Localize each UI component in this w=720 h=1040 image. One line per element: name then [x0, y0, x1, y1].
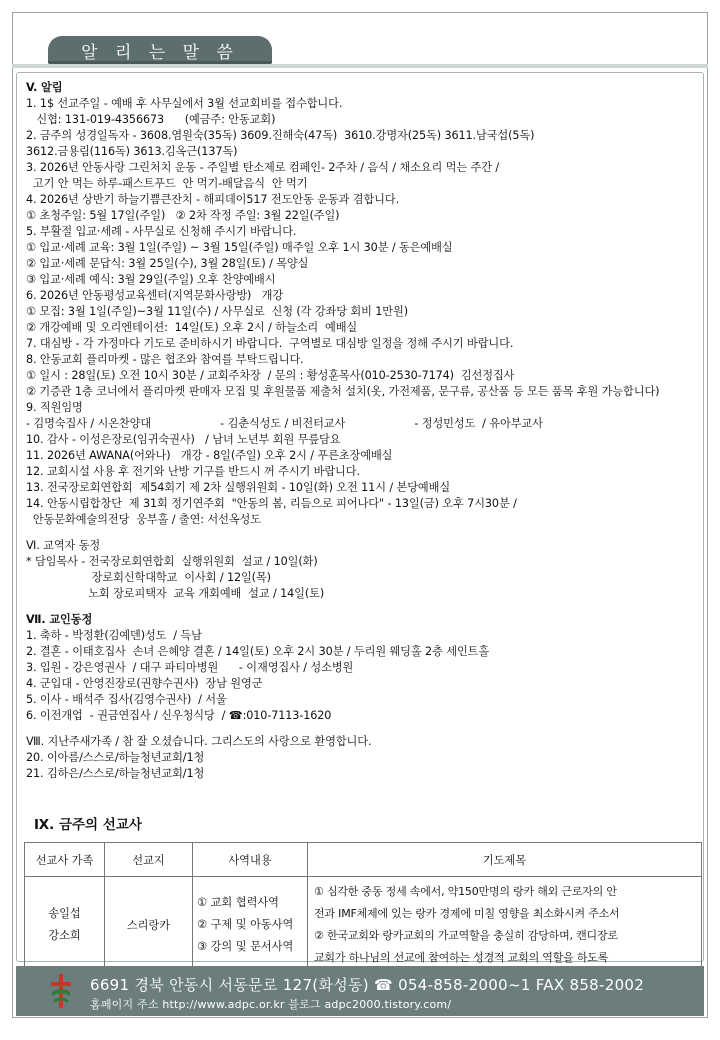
mission-field-cell: 스리랑카	[105, 877, 193, 974]
announcement-line: 장로회신학대학교 이사회 / 12일(목)	[26, 571, 271, 584]
missionary-family-cell	[25, 877, 105, 974]
announcement-line: 3. 2026년 안동사랑 그린처치 운동 - 주일별 탄소제로 컴페인- 2주차 / 음식 / 채소요리 먹는 주간 /	[26, 161, 500, 174]
announcement-line: 7. 대심방 - 각 가정마다 기도로 준비하시기 바랍니다. 구역별로 대심방 일정을 정해 주시기 바랍니다.	[26, 337, 514, 350]
announcement-line: ② 기증관 1층 코너에서 플리마켓 판매자 모집 및 후원물품 제출처 설치(옷, 가전제품, 문구류, 공산품 등 모든 품목 후원 가능합니다)	[26, 385, 660, 398]
church-cross-logo-icon	[50, 974, 72, 1008]
announcement-line: 4. 군입대 - 안영진장로(권향수권사) 장남 원영군	[26, 677, 263, 690]
announcement-line: 고기 안 먹는 하루-패스트푸드 안 먹기-배달음식 안 먹기	[26, 177, 308, 190]
missionary-table	[24, 842, 702, 974]
announcement-line: 8. 안동교회 플리마켓 - 많은 협조와 참여를 부탁드립니다.	[26, 353, 304, 366]
announcement-line: ② 개강예배 및 오리엔테이션: 14일(토) 오후 2시 / 하늘소리 예배실	[26, 321, 358, 334]
spacer	[26, 724, 702, 734]
announcement-line: - 김명숙집사 / 시온찬양대 - 김춘식성도 / 비전터교사 - 정성민성도 / 유아부교사	[26, 417, 543, 430]
spacer	[26, 602, 702, 612]
prayer-line: ② 한국교회와 랑카교회의 가교역할을 충실히 감당하며, 캔디장로	[314, 929, 618, 942]
church-address: 6691 경북 안동시 서동문로 127(화성동) ☎ 054-858-2000~1 FAX 858-2002	[90, 976, 645, 994]
announcement-line: ② 입교·세례 문답식: 3월 25일(수), 3월 28일(토) / 목양실	[26, 257, 309, 270]
announcement-line: 9. 직원임명	[26, 401, 83, 414]
announcement-line: 2. 결혼 - 이태호집사 손녀 은혜양 결혼 / 14일(토) 오후 2시 30분 / 두리원 웨딩홀 2층 세인트홀	[26, 645, 490, 658]
title-rule	[12, 64, 708, 68]
announcement-line: 1. 1$ 선교주일 - 예배 후 사무실에서 3월 선교회비를 접수합니다.	[26, 97, 343, 110]
missionary-section-title: Ⅸ. 금주의 선교사	[34, 817, 142, 833]
announcement-line: 12. 교회시설 사용 후 전기와 난방 기구를 반드시 꺼 주시기 바랍니다.	[26, 465, 360, 478]
announcement-line: 5. 부활절 입교·세례 - 사무실로 신청해 주시기 바랍니다.	[26, 225, 297, 238]
ministry-item: ① 교회 협력사역	[197, 896, 279, 909]
ministry-item: ② 구제 및 아동사역	[197, 918, 294, 931]
announcement-line: ① 모집: 3월 1일(주일)~3월 11일(수) / 사무실로 신청 (각 강좌당 회비 1만원)	[26, 305, 408, 318]
missionary-name: 강소희	[48, 929, 81, 942]
column-header: 기도제목	[308, 843, 702, 877]
announcement-line: 1. 축하 - 박정환(김예덴)성도 / 득남	[26, 629, 202, 642]
missionary-name: 송일섭	[48, 907, 81, 920]
announcement-line: ① 일시 : 28일(토) 오전 10시 30분 / 교회주차장 / 문의 : 황성훈목사(010-2530-7174) 김선정집사	[26, 369, 515, 382]
announcement-line: Ⅵ. 교역자 동정	[26, 539, 101, 552]
prayer-line: 교회가 하나님의 선교에 참여하는 성경적 교회의 역할을 하도록	[314, 951, 609, 964]
announcement-line: 신협: 131-019-4356673 (예금주: 안동교회)	[26, 113, 276, 126]
announcement-line: Ⅷ. 지난주새가족 / 참 잘 오셨습니다. 그리스도의 사랑으로 환영합니다.	[26, 735, 372, 748]
footer	[16, 966, 704, 1016]
announcement-line: V. 알림	[26, 81, 63, 94]
announcement-line: 14. 안동시립합창단 제 31회 정기연주회 "안동의 봄, 리듬으로 피어나다" - 13일(금) 오후 7시30분 /	[26, 497, 517, 510]
announcement-line: 노회 장로피택자 교육 개회예배 설교 / 14일(토)	[26, 587, 325, 600]
announcement-line: 3612.금용림(116독) 3613.김옥근(137독)	[26, 145, 238, 158]
missionary-table-header	[25, 843, 702, 877]
announcement-line: Ⅶ. 교인동정	[26, 613, 93, 626]
announcement-line: 안동문화예술의전당 웅부홀 / 출연: 서선옥성도	[26, 513, 261, 526]
announcement-line: 6. 이전개업 - 권금연집사 / 신우청식당 / ☎:010-7113-1620	[26, 709, 332, 722]
column-header: 선교사 가족	[25, 843, 105, 877]
announcement-list	[26, 80, 702, 782]
ministry-cell	[193, 877, 308, 974]
announcement-line: 2. 금주의 성경일독자 - 3608.염원숙(35독) 3609.진해숙(47독) 3610.강명자(25독) 3611.남국섭(5독)	[26, 129, 535, 142]
announcement-line: * 담임목사 - 전국장로회연합회 실행위원회 설교 / 10일(화)	[26, 555, 318, 568]
announcement-line: 20. 이아름/스스로/하늘청년교회/1청	[26, 751, 205, 764]
announcement-line: 13. 전국장로회연합회 제54회기 제 2차 실행위원회 - 10일(화) 오전 11시 / 본당예배실	[26, 481, 451, 494]
announcement-line: ① 입교·세례 교육: 3월 1일(주일) ~ 3월 15일(주일) 매주일 오후 1시 30분 / 동은예배실	[26, 241, 453, 254]
announcement-line: 21. 김하은/스스로/하늘청년교회/1청	[26, 767, 205, 780]
prayer-cell	[308, 877, 702, 974]
prayer-line: ① 심각한 중동 정세 속에서, 약150만명의 랑카 해외 근로자의 안	[314, 885, 617, 898]
announcement-line: 11. 2026년 AWANA(어와나) 개강 - 8일(주일) 오후 2시 / 푸른초장예배실	[26, 449, 393, 462]
announcement-line: 4. 2026년 상반기 하늘기쁨큰잔치 - 해피데이517 전도안동 운동과 겸합니다.	[26, 193, 400, 206]
announcement-line: 5. 이사 - 배석주 집사(김영수권사) / 서울	[26, 693, 227, 706]
announcement-line: ③ 입교·세례 예식: 3월 29일(주일) 오후 찬양예배시	[26, 273, 276, 286]
ministry-item: ③ 강의 및 문서사역	[197, 940, 294, 953]
announcement-line: ① 초청주일: 5월 17일(주일) ② 2차 작정 주일: 3월 22일(주일)	[26, 209, 340, 222]
announcement-line: 3. 입원 - 강은영권사 / 대구 파티마병원 - 이재영집사 / 성소병원	[26, 661, 354, 674]
page-title: 알 리 는 말 씀	[48, 36, 272, 64]
spacer	[26, 528, 702, 538]
column-header: 선교지	[105, 843, 193, 877]
column-header: 사역내용	[193, 843, 308, 877]
announcement-line: 10. 감사 - 이성은장로(임귀숙권사) / 남녀 노년부 회원 무릎담요	[26, 433, 341, 446]
church-website: 홈페이지 주소 http://www.adpc.or.kr 블로그 adpc2000.tistory.com/	[90, 998, 452, 1011]
table-row	[25, 877, 702, 974]
prayer-line: 전과 IMF체제에 있는 랑카 경제에 미칠 영향을 최소화시켜 주소서	[314, 907, 620, 920]
announcement-line: 6. 2026년 안동평성교육센터(지역문화사랑방) 개강	[26, 289, 284, 302]
